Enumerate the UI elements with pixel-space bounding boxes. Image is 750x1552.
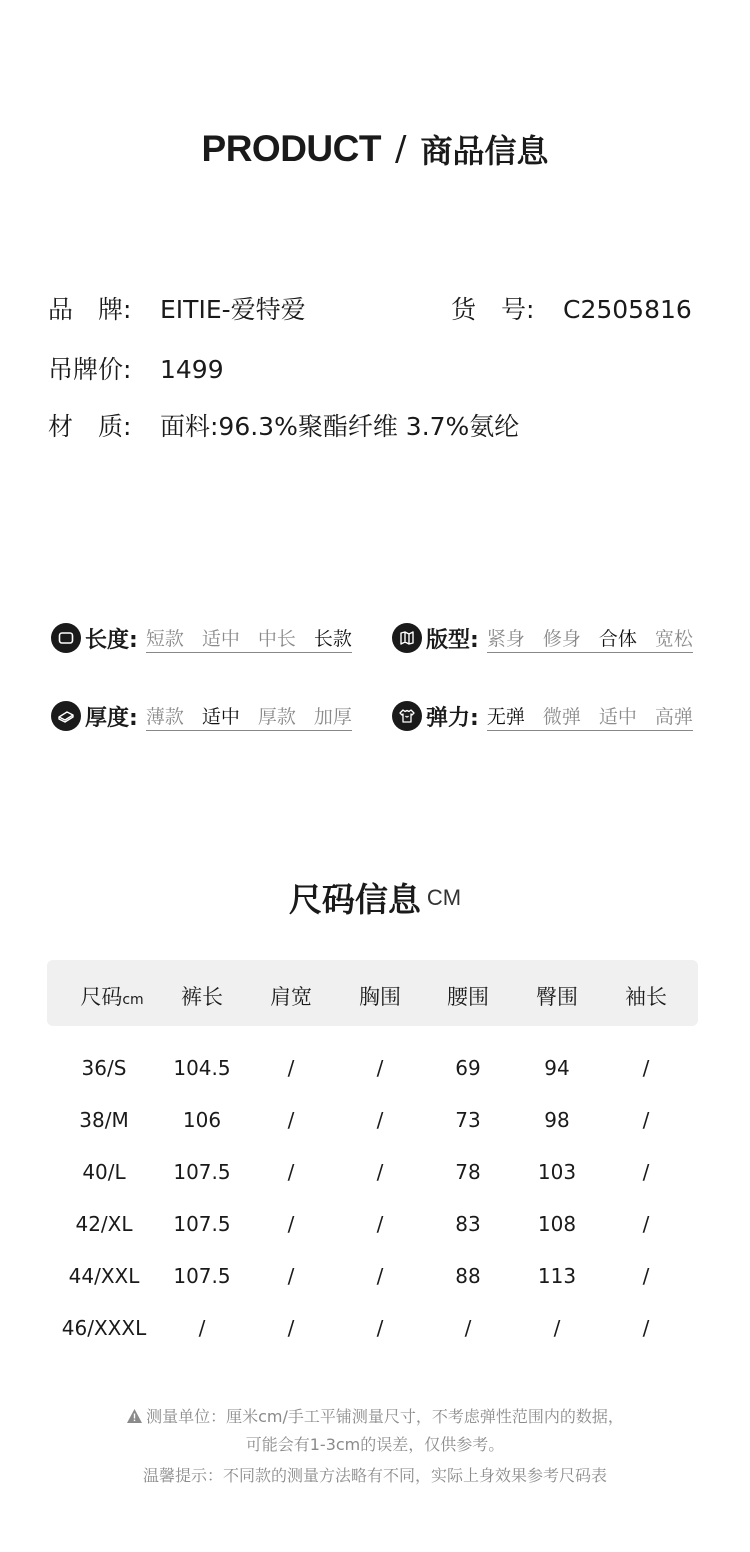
measurement-note bbox=[0, 1404, 750, 1427]
table-cell: 69 bbox=[455, 1056, 481, 1080]
attr-length-option: 适中 bbox=[201, 627, 240, 650]
header-length: 裤长 bbox=[181, 985, 223, 1009]
size-table-header bbox=[47, 960, 698, 1026]
attr-thickness-options bbox=[146, 702, 352, 731]
length-icon bbox=[51, 623, 81, 653]
table-cell: / bbox=[642, 1316, 650, 1340]
table-cell: / bbox=[376, 1212, 384, 1236]
header-size-unit: cm bbox=[122, 992, 144, 1008]
note-line-1: 测量单位：厘米cm/手工平铺测量尺寸，不考虑弹性范围内的数据， bbox=[146, 1407, 624, 1426]
table-cell: 42/XL bbox=[75, 1212, 133, 1236]
table-cell: 94 bbox=[544, 1056, 570, 1080]
table-cell: / bbox=[376, 1264, 384, 1288]
attr-elasticity-option: 高弹 bbox=[654, 705, 693, 728]
table-cell: 113 bbox=[537, 1264, 577, 1288]
header-waist: 腰围 bbox=[447, 985, 489, 1009]
attr-thickness bbox=[51, 699, 352, 733]
attr-fit-options bbox=[487, 624, 693, 653]
table-cell: / bbox=[642, 1212, 650, 1236]
material-label: 材 质: bbox=[48, 412, 132, 441]
table-cell: 107.5 bbox=[173, 1212, 231, 1236]
table-cell: 73 bbox=[455, 1108, 481, 1132]
header-size bbox=[62, 981, 162, 1011]
attr-thickness-name: 厚度: bbox=[85, 705, 138, 731]
table-cell: 98 bbox=[544, 1108, 570, 1132]
header-sleeve: 袖长 bbox=[625, 985, 667, 1009]
table-cell: 44/XXL bbox=[68, 1264, 140, 1288]
attr-elasticity-option: 微弹 bbox=[542, 705, 581, 728]
attr-elasticity-options bbox=[487, 702, 693, 731]
attr-fit-name: 版型: bbox=[426, 627, 479, 653]
size-title-unit: CM bbox=[426, 884, 462, 910]
attr-thickness-option: 加厚 bbox=[313, 705, 352, 728]
attr-thickness-option: 厚款 bbox=[257, 705, 296, 728]
page-title bbox=[0, 126, 750, 172]
table-cell: / bbox=[287, 1108, 295, 1132]
note-line-3: 温馨提示：不同款的测量方法略有不同，实际上身效果参考尺码表 bbox=[142, 1466, 607, 1485]
table-cell: 106 bbox=[182, 1108, 222, 1132]
attr-fit bbox=[392, 621, 693, 655]
table-cell: 107.5 bbox=[173, 1264, 231, 1288]
price-label: 吊牌价: bbox=[48, 355, 132, 384]
table-cell: 83 bbox=[455, 1212, 481, 1236]
table-cell: 46/XXXL bbox=[61, 1316, 147, 1340]
attr-elasticity bbox=[392, 699, 693, 733]
table-cell: 78 bbox=[455, 1160, 481, 1184]
material-row bbox=[48, 414, 519, 439]
table-cell: / bbox=[287, 1316, 295, 1340]
table-cell: 103 bbox=[537, 1160, 577, 1184]
table-cell: / bbox=[376, 1160, 384, 1184]
attr-fit-option-selected: 合体 bbox=[598, 627, 637, 650]
table-cell: / bbox=[553, 1316, 561, 1340]
table-cell: 88 bbox=[455, 1264, 481, 1288]
header-size-text: 尺码 bbox=[80, 985, 123, 1009]
sku-value: C2505816 bbox=[563, 295, 692, 324]
attr-fit-option: 紧身 bbox=[486, 627, 525, 650]
attr-length-option: 短款 bbox=[145, 627, 184, 650]
table-cell: / bbox=[642, 1264, 650, 1288]
table-cell: 107.5 bbox=[173, 1160, 231, 1184]
note-line-2: 可能会有1-3cm的误差，仅供参考。 bbox=[245, 1435, 505, 1454]
table-cell: / bbox=[287, 1264, 295, 1288]
attr-elasticity-name: 弹力: bbox=[426, 705, 479, 731]
table-cell: / bbox=[642, 1160, 650, 1184]
table-cell: / bbox=[287, 1212, 295, 1236]
table-cell: / bbox=[287, 1160, 295, 1184]
table-cell: / bbox=[642, 1108, 650, 1132]
price-row bbox=[48, 357, 224, 382]
brand-label: 品 牌: bbox=[48, 295, 132, 324]
size-section-title bbox=[0, 874, 750, 921]
table-cell: / bbox=[376, 1056, 384, 1080]
sku-row bbox=[451, 297, 692, 322]
table-cell: 104.5 bbox=[173, 1056, 231, 1080]
header-chest: 胸围 bbox=[359, 985, 401, 1009]
attr-fit-option: 宽松 bbox=[654, 627, 693, 650]
fit-icon bbox=[392, 623, 422, 653]
header-shoulder: 肩宽 bbox=[270, 985, 312, 1009]
table-cell: / bbox=[376, 1316, 384, 1340]
elasticity-icon bbox=[392, 701, 422, 731]
table-cell: / bbox=[198, 1316, 206, 1340]
warning-icon bbox=[126, 1408, 143, 1424]
table-cell: / bbox=[464, 1316, 472, 1340]
table-cell: / bbox=[376, 1108, 384, 1132]
header-hip: 臀围 bbox=[536, 985, 578, 1009]
attr-length bbox=[51, 621, 352, 655]
attr-length-name: 长度: bbox=[85, 627, 138, 653]
attr-fit-option: 修身 bbox=[542, 627, 581, 650]
attr-length-option: 中长 bbox=[257, 627, 296, 650]
table-cell: 40/L bbox=[82, 1160, 126, 1184]
table-cell: / bbox=[642, 1056, 650, 1080]
attr-length-option-selected: 长款 bbox=[313, 627, 352, 650]
size-title-text: 尺码信息 bbox=[288, 880, 421, 919]
table-cell: / bbox=[287, 1056, 295, 1080]
attr-thickness-option: 薄款 bbox=[145, 705, 184, 728]
material-value: 面料:96.3%聚酯纤维 3.7%氨纶 bbox=[160, 412, 520, 441]
attr-length-options bbox=[146, 624, 352, 653]
title-separator: / bbox=[394, 129, 407, 169]
attr-elasticity-option-selected: 无弹 bbox=[486, 705, 525, 728]
size-table-body bbox=[47, 1056, 698, 1356]
sku-label: 货 号: bbox=[451, 295, 535, 324]
table-cell: 36/S bbox=[81, 1056, 127, 1080]
brand-value: EITIE-爱特爱 bbox=[160, 295, 306, 324]
thickness-icon bbox=[51, 701, 81, 731]
brand-row bbox=[48, 297, 306, 322]
title-en: PRODUCT bbox=[201, 128, 381, 169]
price-value: 1499 bbox=[160, 355, 224, 384]
attr-elasticity-option: 适中 bbox=[598, 705, 637, 728]
table-cell: 108 bbox=[537, 1212, 577, 1236]
title-cn: 商品信息 bbox=[420, 132, 549, 170]
table-cell: 38/M bbox=[79, 1108, 129, 1132]
attr-thickness-option-selected: 适中 bbox=[201, 705, 240, 728]
